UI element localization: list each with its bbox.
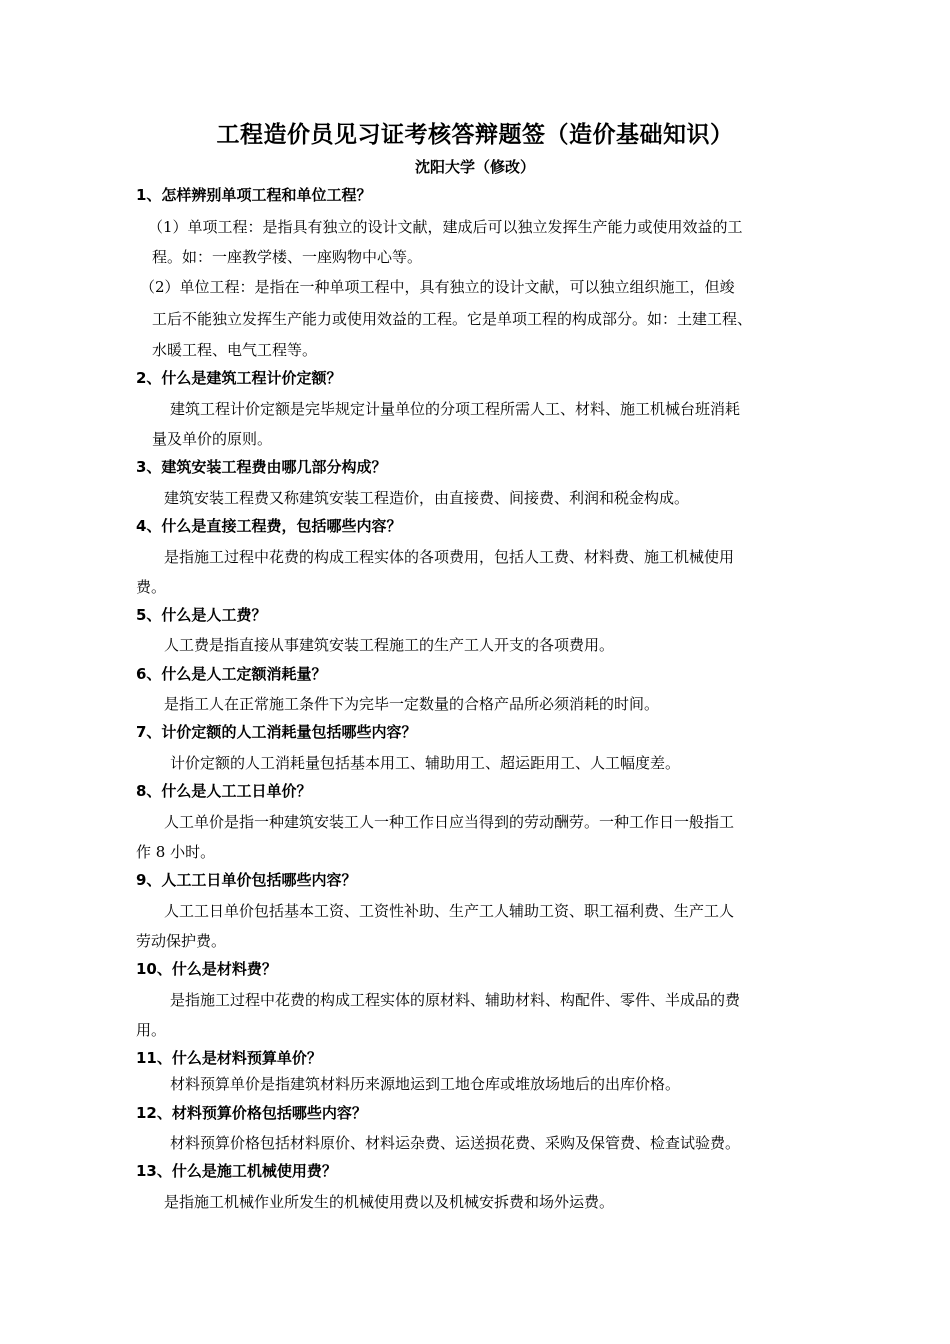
answer-line: 程。如：一座教学楼、一座购物中心等。 [152,248,423,266]
question-11: 11、什么是材料预算单价？ [136,1049,322,1067]
answer-line: 是指施工机械作业所发生的机械使用费以及机械安拆费和场外运费。 [164,1193,615,1211]
answer-line: 材料预算价格包括材料原价、材料运杂费、运送损花费、采购及保管费、检查试验费。 [170,1134,741,1152]
question-3: 3、建筑安装工程费由哪几部分构成？ [136,458,387,476]
answer-line: 作 8 小时。 [136,843,216,861]
document-subtitle: 沈阳大学（修改） [414,158,535,176]
answer-line: 是指施工过程中花费的构成工程实体的原材料、辅助材料、构配件、零件、半成品的费 [170,991,741,1009]
answer-line: 人工单价是指一种建筑安装工人一种工作日应当得到的劳动酬劳。一种工作日一般指工 [164,813,735,831]
question-6: 6、什么是人工定额消耗量？ [136,665,327,683]
question-9: 9、人工工日单价包括哪些内容？ [136,871,357,889]
answer-line: 是指施工过程中花费的构成工程实体的各项费用，包括人工费、材料费、施工机械使用 [164,548,735,566]
answer-line: 建筑安装工程费又称建筑安装工程造价，由直接费、间接费、利润和税金构成。 [164,489,690,507]
answer-line: 人工费是指直接从事建筑安装工程施工的生产工人开支的各项费用。 [164,636,615,654]
answer-line: 是指工人在正常施工条件下为完毕一定数量的合格产品所必须消耗的时间。 [164,695,660,713]
question-2: 2、什么是建筑工程计价定额？ [136,369,342,387]
answer-line: 计价定额的人工消耗量包括基本用工、辅助用工、超运距用工、人工幅度差。 [170,754,681,772]
question-10: 10、什么是材料费？ [136,960,277,978]
question-8: 8、什么是人工工日单价？ [136,782,312,800]
question-4: 4、什么是直接工程费，包括哪些内容？ [136,517,402,535]
answer-line: （1）单项工程：是指具有独立的设计文献，建成后可以独立发挥生产能力或使用效益的工 [148,218,743,236]
answer-line: （2）单位工程：是指在一种单项工程中，具有独立的设计文献，可以独立组织施工，但竣 [140,278,735,296]
question-1: 1、怎样辨别单项工程和单位工程？ [136,186,372,204]
answer-line: 费。 [136,578,167,596]
answer-line: 工后不能独立发挥生产能力或使用效益的工程。它是单项工程的构成部分。如：土建工程、 [152,310,753,328]
answer-line: 人工工日单价包括基本工资、工资性补助、生产工人辅助工资、职工福利费、生产工人 [164,902,735,920]
question-13: 13、什么是施工机械使用费？ [136,1162,337,1180]
answer-line: 建筑工程计价定额是完毕规定计量单位的分项工程所需人工、材料、施工机械台班消耗 [170,400,741,418]
question-5: 5、什么是人工费？ [136,606,267,624]
answer-line: 水暖工程、电气工程等。 [152,341,318,359]
question-7: 7、计价定额的人工消耗量包括哪些内容？ [136,723,417,741]
answer-line: 劳动保护费。 [136,932,227,950]
answer-line: 材料预算单价是指建筑材料历来源地运到工地仓库或堆放场地后的出库价格。 [170,1075,681,1093]
question-12: 12、材料预算价格包括哪些内容？ [136,1104,367,1122]
answer-line: 用。 [136,1021,167,1039]
document-title: 工程造价员见习证考核答辩题签（造价基础知识） [216,122,734,148]
answer-line: 量及单价的原则。 [152,430,273,448]
